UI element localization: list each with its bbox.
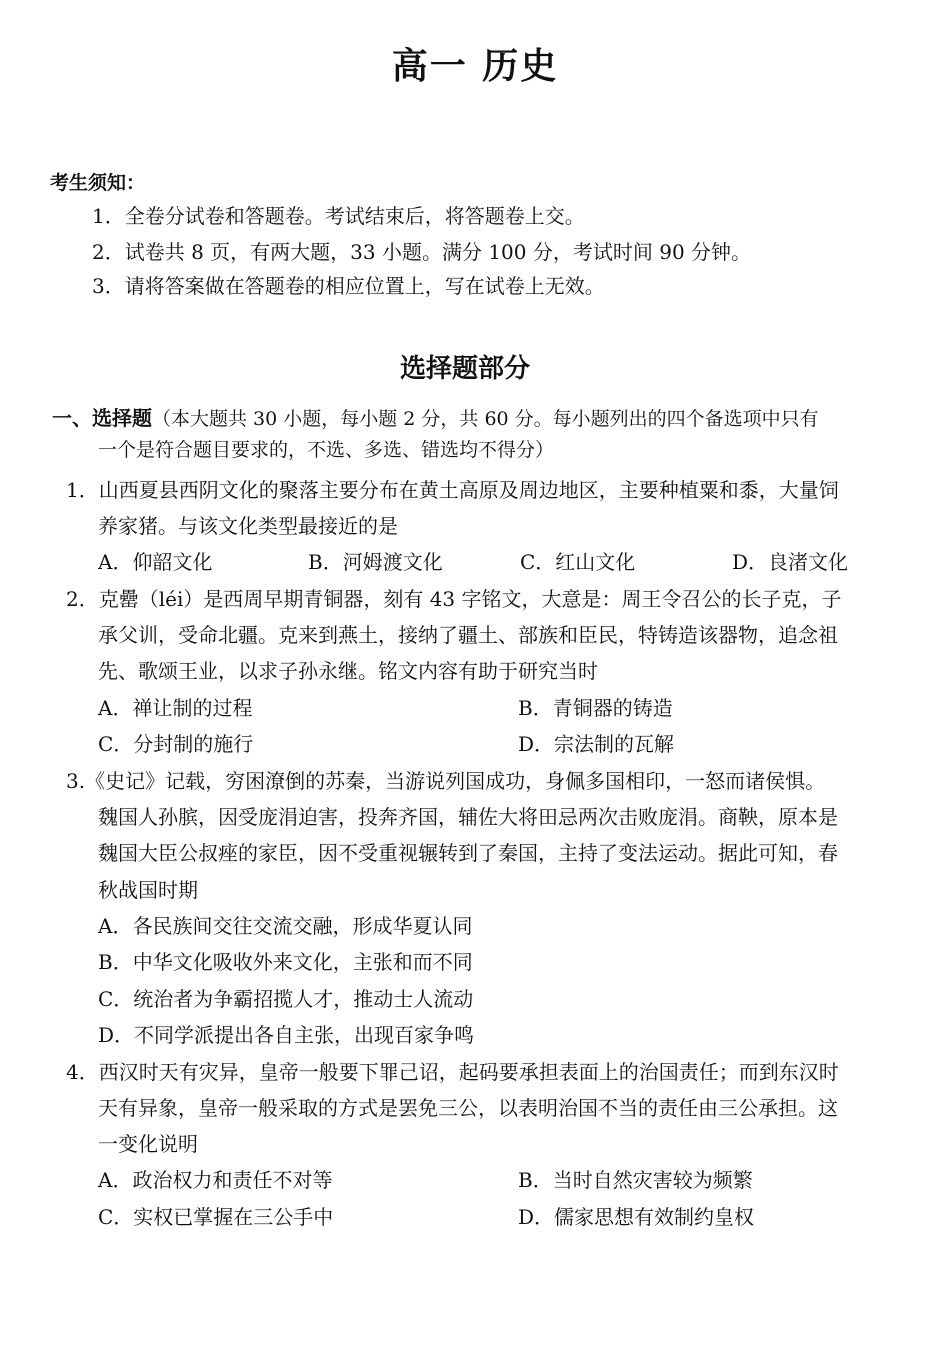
question-1-stem: 养家猪。与该文化类型最接近的是 <box>98 514 398 538</box>
question-2-option-c: C．分封制的施行 <box>98 732 254 756</box>
question-3-option-a: A．各民族间交往交流交融，形成华夏认同 <box>98 914 473 938</box>
question-1-option-d: D．良渚文化 <box>732 550 849 574</box>
page-title: 高一 历史 <box>391 46 559 87</box>
question-3-stem: 魏国人孙膑，因受庞涓迫害，投奔齐国，辅佐大将田忌两次击败庞涓。商鞅，原本是 <box>98 805 838 829</box>
question-1-option-b: B．河姆渡文化 <box>308 550 443 574</box>
question-2-option-d: D．宗法制的瓦解 <box>518 732 675 756</box>
question-4-option-d: D．儒家思想有效制约皇权 <box>518 1205 755 1229</box>
question-3-stem: 3.《史记》记载，穷困潦倒的苏秦，当游说列国成功，身佩多国相印，一怒而诸侯惧。 <box>66 769 826 793</box>
question-4-stem: 天有异象，皇帝一般采取的方式是罢免三公，以表明治国不当的责任由三公承担。这 <box>98 1096 838 1120</box>
part-description-continued: 一个是符合题目要求的，不选、多选、错选均不得分） <box>98 439 555 461</box>
question-4-stem: 一变化说明 <box>98 1132 198 1156</box>
question-3-stem: 魏国大臣公叔痤的家臣，因不受重视辗转到了秦国，主持了变法运动。据此可知，春 <box>98 841 838 865</box>
question-3-option-b: B．中华文化吸收外来文化，主张和而不同 <box>98 950 473 974</box>
part-heading <box>52 404 819 433</box>
part-description: （本大题共 30 小题，每小题 2 分，共 60 分。每小题列出的四个备选项中只有 <box>152 408 819 430</box>
question-1-stem: 1．山西夏县西阴文化的聚落主要分布在黄土高原及周边地区，主要种植粟和黍，大量饲 <box>66 478 839 502</box>
question-3-stem: 秋战国时期 <box>98 878 198 902</box>
notice-heading: 考生须知： <box>50 172 146 194</box>
notice-item: 3．请将答案做在答题卷的相应位置上，写在试卷上无效。 <box>92 274 605 298</box>
question-2-option-a: A．禅让制的过程 <box>98 696 253 720</box>
question-2-stem: 2．克罍（léi）是西周早期青铜器，刻有 43 字铭文，大意是：周王令召公的长子克，子 <box>66 587 842 611</box>
question-2-stem: 承父训，受命北疆。克来到燕土，接纳了疆土、部族和臣民，特铸造该器物，追念祖 <box>98 623 838 647</box>
notice-item: 2．试卷共 8 页，有两大题，33 小题。满分 100 分，考试时间 90 分钟。 <box>92 240 752 264</box>
part-label: 一、选择题 <box>52 406 152 430</box>
question-2-option-b: B．青铜器的铸造 <box>518 696 673 720</box>
question-4-option-a: A．政治权力和责任不对等 <box>98 1168 333 1192</box>
question-2-stem: 先、歌颂王业，以求子孙永继。铭文内容有助于研究当时 <box>98 659 598 683</box>
question-3-option-c: C．统治者为争霸招揽人才，推动士人流动 <box>98 987 474 1011</box>
question-4-stem: 4．西汉时天有灾异，皇帝一般要下罪己诏，起码要承担表面上的治国责任；而到东汉时 <box>66 1060 839 1084</box>
section-title: 选择题部分 <box>399 354 530 384</box>
question-1-option-c: C．红山文化 <box>520 550 636 574</box>
notice-item: 1．全卷分试卷和答题卷。考试结束后，将答题卷上交。 <box>92 204 585 228</box>
question-1-option-a: A．仰韶文化 <box>98 550 213 574</box>
question-4-option-b: B．当时自然灾害较为频繁 <box>518 1168 753 1192</box>
question-3-option-d: D．不同学派提出各自主张，出现百家争鸣 <box>98 1023 475 1047</box>
question-4-option-c: C．实权已掌握在三公手中 <box>98 1205 334 1229</box>
